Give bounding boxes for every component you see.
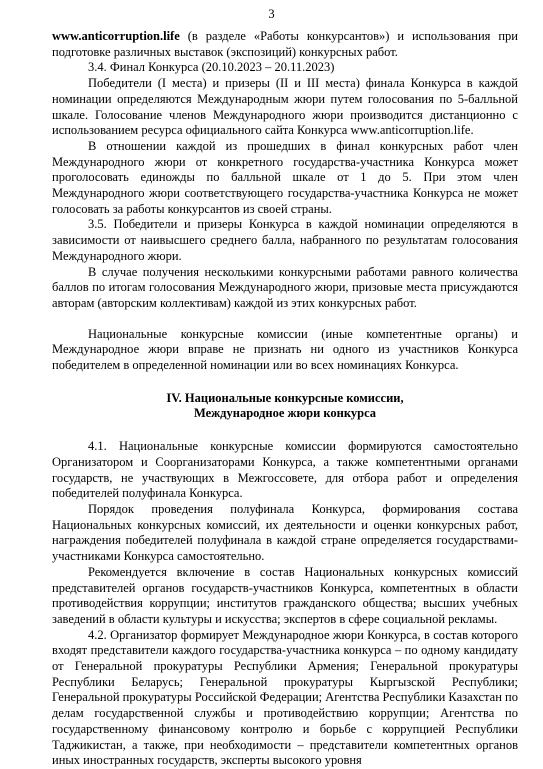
section-heading-line-1: IV. Национальные конкурсные комиссии, bbox=[166, 390, 404, 405]
paragraph-3-5: 3.5. Победители и призеры Конкурса в каждой номинации определяются в зависимости от наивысшего среднего балла, набранного по результатам голосования Международного жюри. bbox=[52, 217, 518, 263]
section-heading-line-2: Международное жюри конкурса bbox=[193, 406, 377, 421]
paragraph-semifinal-procedure: Порядок проведения полуфинала Конкурса, формирования состава Национальных конкурсных комиссий, их деятельности и оценки конкурсных работ, награждения победителей полуфинала в каждой стране определяется государствами-участниками Конкурса самостоятельно. bbox=[52, 501, 518, 564]
paragraph-jury-voting: В отношении каждой из прошедших в финал конкурсных работ член Международного жюри от конкретного государства-участника Конкурса может проголосовать единожды по балльной шкале от 1 до 5. При этом член Международного жюри соответствующего государства-участника Конкурса не может голосовать за работы конкурсантов из своей страны. bbox=[52, 138, 518, 216]
paragraph-equal-points: В случае получения несколькими конкурсными работами равного количества баллов по итогам голосования Международного жюри, призовые места присуждаются авторам (авторским коллективам) каждой из этих конкурсных работ. bbox=[52, 264, 518, 310]
site-link[interactable]: www.anticorruption.life bbox=[52, 29, 180, 43]
document-body bbox=[52, 29, 518, 769]
paragraph-winners: Победители (I места) и призеры (II и III места) финала Конкурса в каждой номинации определяются Международным жюри путем голосования по 5-балльной шкале. Голосование членов Международного жюри производится дистанционно с использованием ресурса официального сайта Конкурса www.anticorruption.life. bbox=[52, 76, 518, 138]
section-heading bbox=[52, 391, 518, 422]
paragraph-3-4-final: 3.4. Финал Конкурса (20.10.2023 – 20.11.2023) bbox=[88, 60, 335, 75]
paragraph-commission-composition: Рекомендуется включение в состав Национальных конкурсных комиссий представителей органов государств-участников Конкурса, компетентных в области противодействия коррупции; институтов гражданского общества; высших учебных заведений в области культуры и искусства; экспертов в сфере социальной рекламы. bbox=[52, 564, 518, 626]
paragraph-right-not-to-award: Национальные конкурсные комиссии (иные компетентные органы) и Международное жюри вправе не признать ни одного из участников Конкурса победителем в определенной номинации или во всех номинациях Конкурса. bbox=[52, 326, 518, 373]
page-number: 3 bbox=[268, 7, 275, 21]
paragraph-4-1: 4.1. Национальные конкурсные комиссии формируются самостоятельно Организатором и Соорганизаторами Конкурса, а также компетентными органами государств, не участвующих в Межгоссовете, для отбора работ и определения победителей полуфинала Конкурса. bbox=[52, 439, 518, 501]
paragraph-4-2: 4.2. Организатор формирует Международное жюри Конкурса, в состав которого входят представители каждого государства-участника конкурса – по одному кандидату от Генеральной прокуратуры Республики Армения; Генеральной прокуратуры Республики Беларусь; Генеральной прокуратуры Кыргызской Республики; Генеральной прокуратуры Российской Федерации; Агентства Республики Казахстан по делам государственной службы и противодействию коррупции; Агентства по государственному финансовому контролю и борьбе с коррупцией Республики Таджикистан, а также, при необходимости – представители компетентных органов иных иностранных государств, эксперты высокого уровня bbox=[52, 627, 518, 768]
paragraph-publication-use bbox=[52, 29, 518, 60]
paragraph-publication-use-text: (в разделе «Работы конкурсантов») и использования при подготовке различных выставок (экспозиций) конкурсных работ. bbox=[52, 29, 518, 59]
